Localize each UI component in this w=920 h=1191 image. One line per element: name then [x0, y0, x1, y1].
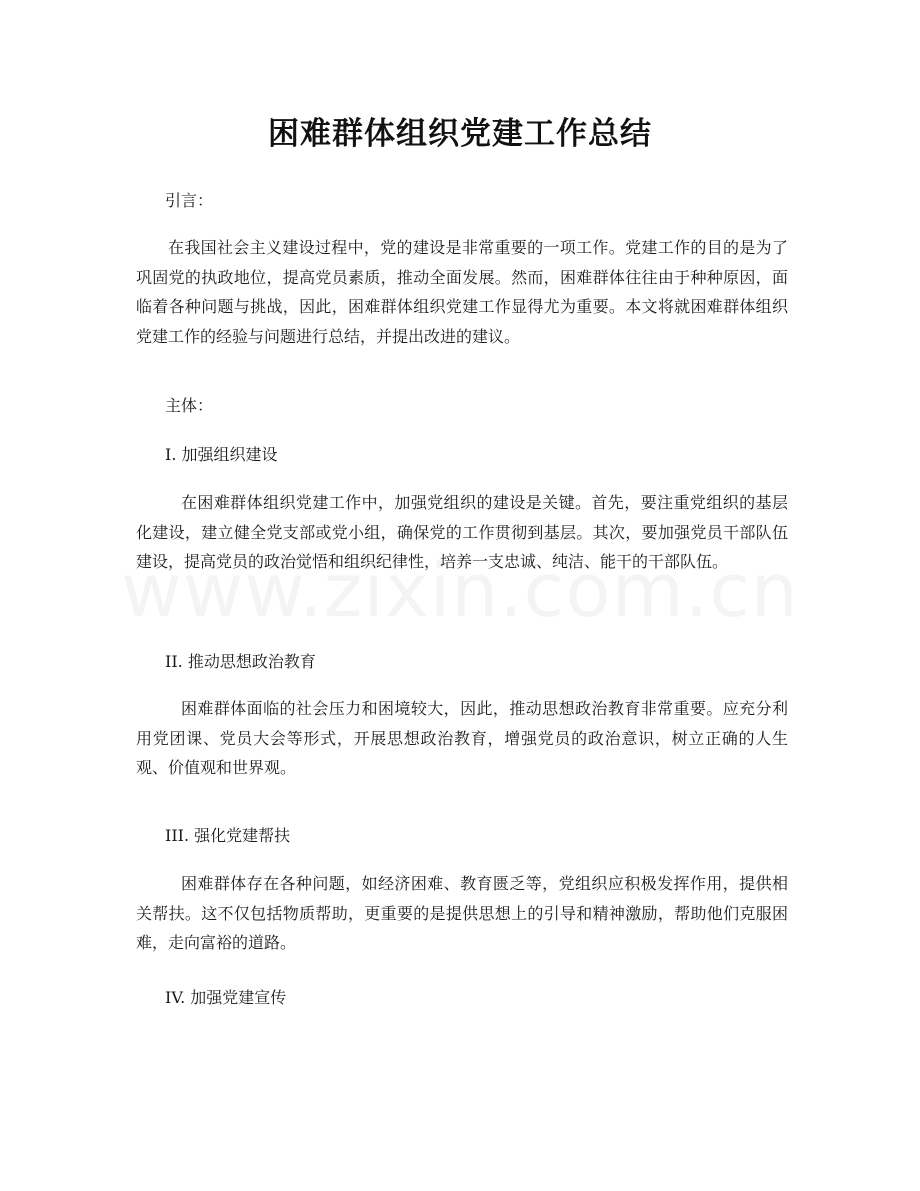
- section-paragraph-2: 困难群体面临的社会压力和困境较大，因此，推动思想政治教育非常重要。应充分利用党团课、党员大会等形式，开展思想政治教育，增强党员的政治意识，树立正确的人生观、价值观和世界观。: [136, 699, 788, 777]
- section-paragraph-1: 在困难群体组织党建工作中，加强党组织的建设是关键。首先，要注重党组织的基层化建设，建立健全党支部或党小组，确保党的工作贯彻到基层。其次，要加强党员干部队伍建设，提高党员的政治觉悟和组织纪律性，培养一支忠诚、纯洁、能干的干部队伍。: [136, 493, 788, 571]
- document-title: 困难群体组织党建工作总结: [268, 116, 652, 152]
- section-heading-3: III. 强化党建帮扶: [165, 826, 291, 845]
- section-heading-2: II. 推动思想政治教育: [165, 652, 316, 671]
- section-heading-1: I. 加强组织建设: [165, 445, 278, 464]
- section-heading-4: IV. 加强党建宣传: [165, 988, 287, 1007]
- body-label: 主体：: [165, 396, 214, 415]
- intro-paragraph: 在我国社会主义建设过程中，党的建设是非常重要的一项工作。党建工作的目的是为了巩固党的执政地位，提高党员素质，推动全面发展。然而，困难群体往往由于种种原因，面临着各种问题与挑战，因此，困难群体组织党建工作显得尤为重要。本文将就困难群体组织党建工作的经验与问题进行总结，并提出改进的建议。: [136, 238, 788, 346]
- intro-label: 引言：: [165, 191, 214, 210]
- section-paragraph-3: 困难群体存在各种问题，如经济困难、教育匮乏等，党组织应积极发挥作用，提供相关帮扶。这不仅包括物质帮助，更重要的是提供思想上的引导和精神激励，帮助他们克服困难，走向富裕的道路。: [136, 874, 788, 952]
